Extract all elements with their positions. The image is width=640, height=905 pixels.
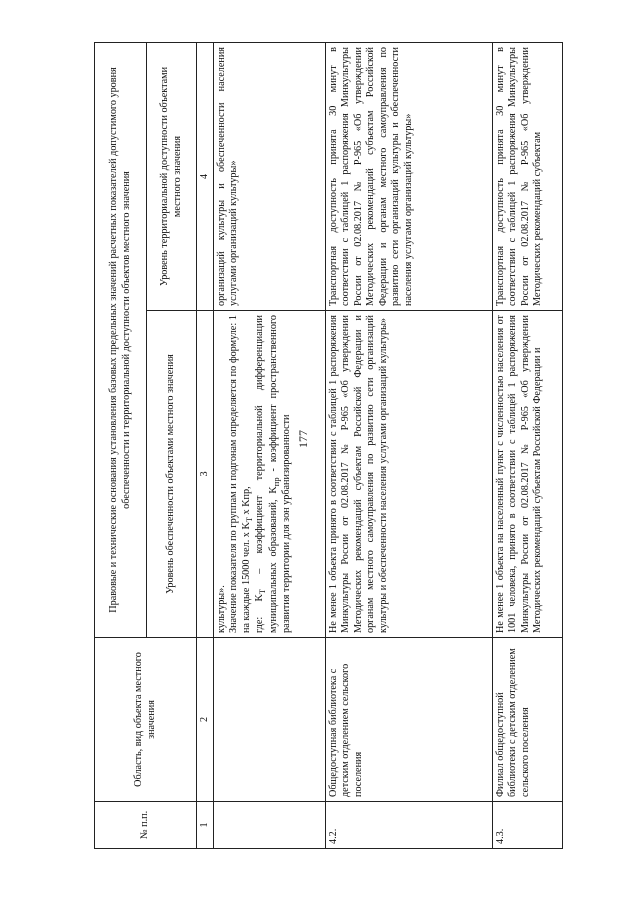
column-number-1: 1 (197, 802, 214, 849)
header-group-label: Правовые и технические основания установления базовых предельных значений расчетных показателей допустимого уровня обеспеченности и территориальной доступности объектов местного значения (108, 67, 132, 613)
row-1-access: организаций культуры и обеспеченности населения услугами организаций культуры» (214, 43, 326, 311)
column-number-3: 3 (197, 311, 214, 638)
norms-table (94, 42, 563, 849)
table-row (326, 43, 493, 849)
row-1-provision-kpr-def: - коэффициент пространственного развития территории для зон урбанизированности (267, 315, 293, 633)
row-1-provision-formula: Значение показателя по группам и подгонам определяется по формуле: 1 на каждые 15000 чел. х K (228, 315, 252, 633)
column-number-2: 2 (197, 638, 214, 802)
row-1-provision-formula-end: х Kпр, (240, 486, 252, 517)
header-access (147, 43, 197, 311)
row-3-access: Транспортная доступность принята 30 минут в соответствии с таблицей 1 распоряжения Минкультуры России от 02.08.2017 № Р-965 «Об утверждении Методических рекомендаций субъектам (493, 43, 563, 311)
row-1-provision-sub-t2: T (257, 588, 268, 595)
page-number-text: 177 (295, 430, 310, 448)
header-area-label: Область, вид объекта местного значения (133, 652, 157, 787)
header-num-label: № п.п. (139, 810, 151, 840)
row-1-provision-where: где: K (254, 594, 266, 633)
header-num (95, 802, 197, 849)
row-2-area: Общедоступная библиотека с детским отделением сельского поселения (326, 638, 493, 802)
row-3-num: 4.3. (493, 802, 563, 849)
row-1-provision-kt-def: – коэффициент территориальной дифференциации муниципальных образований, K (254, 315, 279, 633)
row-1-provision-sub-pr: пр (270, 477, 281, 487)
row-1-provision-line-1: культуры». (216, 585, 227, 633)
header-provision (147, 311, 197, 638)
row-2-provision: Не менее 1 объекта принято в соответствии с таблицей 1 распоряжения Минкультуры России от 02.08.2017 № Р-965 «Об утверждении Методических рекомендаций субъектам Российской Федерации и органам местного самоуправления по развитию сети организаций культуры и обеспеченности населения услугами организаций культуры» (326, 311, 493, 638)
row-2-access: Транспортная доступность принята 30 минут в соответствии с таблицей 1 распоряжения Минкультуры России от 02.08.2017 № Р-965 «Об утверждении Методических рекомендаций субъектам Российской Федерации и органам местного самоуправления по развитию сети организаций культуры и обеспеченности населения услугами организаций культуры» (326, 43, 493, 311)
rotated-table-wrapper (94, 43, 544, 849)
row-3-area: Филиал общедоступной библиотеки с детским отделением сельского поселения (493, 638, 563, 802)
row-1-area (214, 638, 326, 802)
header-access-label: Уровень территориальной доступности объектами местного значения (159, 66, 183, 287)
row-3-provision: Не менее 1 объекта на населенный пункт с численностью населения от 1001 человека, принято в соответствии с таблицей 1 распоряжения Минкультуры России от 02.08.2017 № Р-965 «Об утверждении Методических рекомендаций субъектам Российской Федерации и (493, 311, 563, 638)
column-number-4: 4 (197, 43, 214, 311)
row-2-num: 4.2. (326, 802, 493, 849)
header-area (95, 638, 197, 802)
row-1-provision-sub-t: T (243, 516, 254, 523)
header-provision-label: Уровень обеспеченности объектами местного значения (165, 354, 177, 594)
table-row (493, 43, 563, 849)
row-1-num (214, 802, 326, 849)
row-1-provision (214, 311, 326, 638)
table-row (214, 43, 326, 849)
rotated-table-page (94, 43, 544, 849)
header-group (95, 43, 147, 638)
